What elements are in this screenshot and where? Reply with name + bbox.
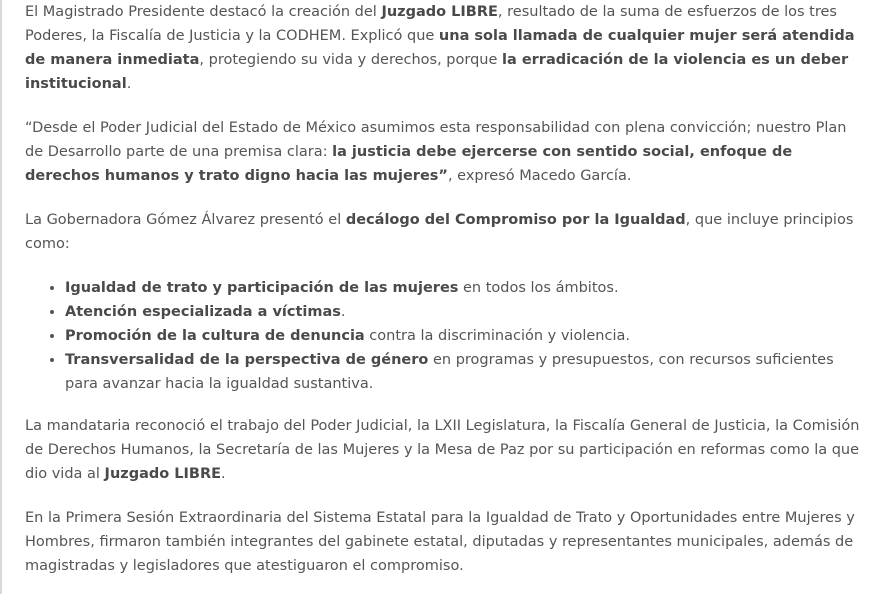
text-segment: .	[340, 304, 346, 320]
list-item	[65, 348, 861, 396]
text-segment: , que incluye principios como:	[25, 212, 854, 252]
text-segment: en programas y presupuestos, con recursos suficientes para avanzar hacia la igualdad sustantiva.	[65, 352, 834, 392]
bold-segment: Promoción de la cultura de denuncia	[65, 328, 365, 344]
list-item	[65, 276, 861, 300]
text-segment: , resultado de la suma de esfuerzos de los tres Poderes, la Fiscalía de Justicia y la CODHEM. Explicó que	[25, 4, 837, 44]
text-segment: , expresó Macedo García.	[447, 168, 632, 184]
text-segment: en todos los ámbitos.	[458, 280, 619, 296]
list-item	[65, 324, 861, 348]
bold-segment: Atención especializada a víctimas	[65, 304, 341, 320]
text-segment: .	[126, 76, 132, 92]
paragraph-session	[25, 506, 861, 578]
list-item	[65, 300, 861, 324]
bold-segment: la justicia debe ejercerse con sentido social, enfoque de derechos humanos y trato digno hacia las mujeres”	[25, 144, 793, 184]
article-body	[25, 0, 861, 594]
principles-list	[25, 276, 861, 396]
text-segment: contra la discriminación y violencia.	[364, 328, 630, 344]
text-segment: La mandataria reconoció el trabajo del Poder Judicial, la LXII Legislatura, la Fiscalía General de Justicia, la Comisión de Derechos Humanos, la Secretaría de las Mujeres y la Mesa de Paz por su participación en reformas como la que dio vida al	[25, 418, 860, 482]
text-segment: “Desde el Poder Judicial del Estado de México asumimos esta responsabilidad con plena convicción; nuestro Plan de Desarrollo parte de una premisa clara:	[25, 120, 847, 160]
text-segment: , protegiendo su vida y derechos, porque	[199, 52, 503, 68]
bold-segment: Juzgado LIBRE	[381, 4, 498, 20]
paragraph-juzgado-libre	[25, 0, 861, 96]
bold-segment: Igualdad de trato y participación de las mujeres	[65, 280, 459, 296]
paragraph-recognition	[25, 414, 861, 486]
bold-segment: Juzgado LIBRE	[104, 466, 222, 482]
left-border	[0, 0, 2, 594]
bold-segment: Transversalidad de la perspectiva de género	[65, 352, 429, 368]
paragraph-decalogo-intro	[25, 208, 861, 256]
paragraph-quote	[25, 116, 861, 188]
bold-segment: decálogo del Compromiso por la Igualdad	[345, 212, 686, 228]
text-segment: .	[221, 466, 226, 482]
text-segment: La Gobernadora Gómez Álvarez presentó el	[25, 212, 346, 228]
text-segment: El Magistrado Presidente destacó la creación del	[25, 4, 382, 20]
text-segment: En la Primera Sesión Extraordinaria del Sistema Estatal para la Igualdad de Trato y Oportunidades entre Mujeres y Hombres, firmaron también integrantes del gabinete estatal, diputadas y representantes municipales, además de magistradas y legisladores que atestiguaron el compromiso.	[25, 510, 855, 574]
bold-segment: la erradicación de la violencia es un deber institucional	[25, 52, 849, 92]
bold-segment: una sola llamada de cualquier mujer será atendida de manera inmediata	[25, 28, 855, 68]
